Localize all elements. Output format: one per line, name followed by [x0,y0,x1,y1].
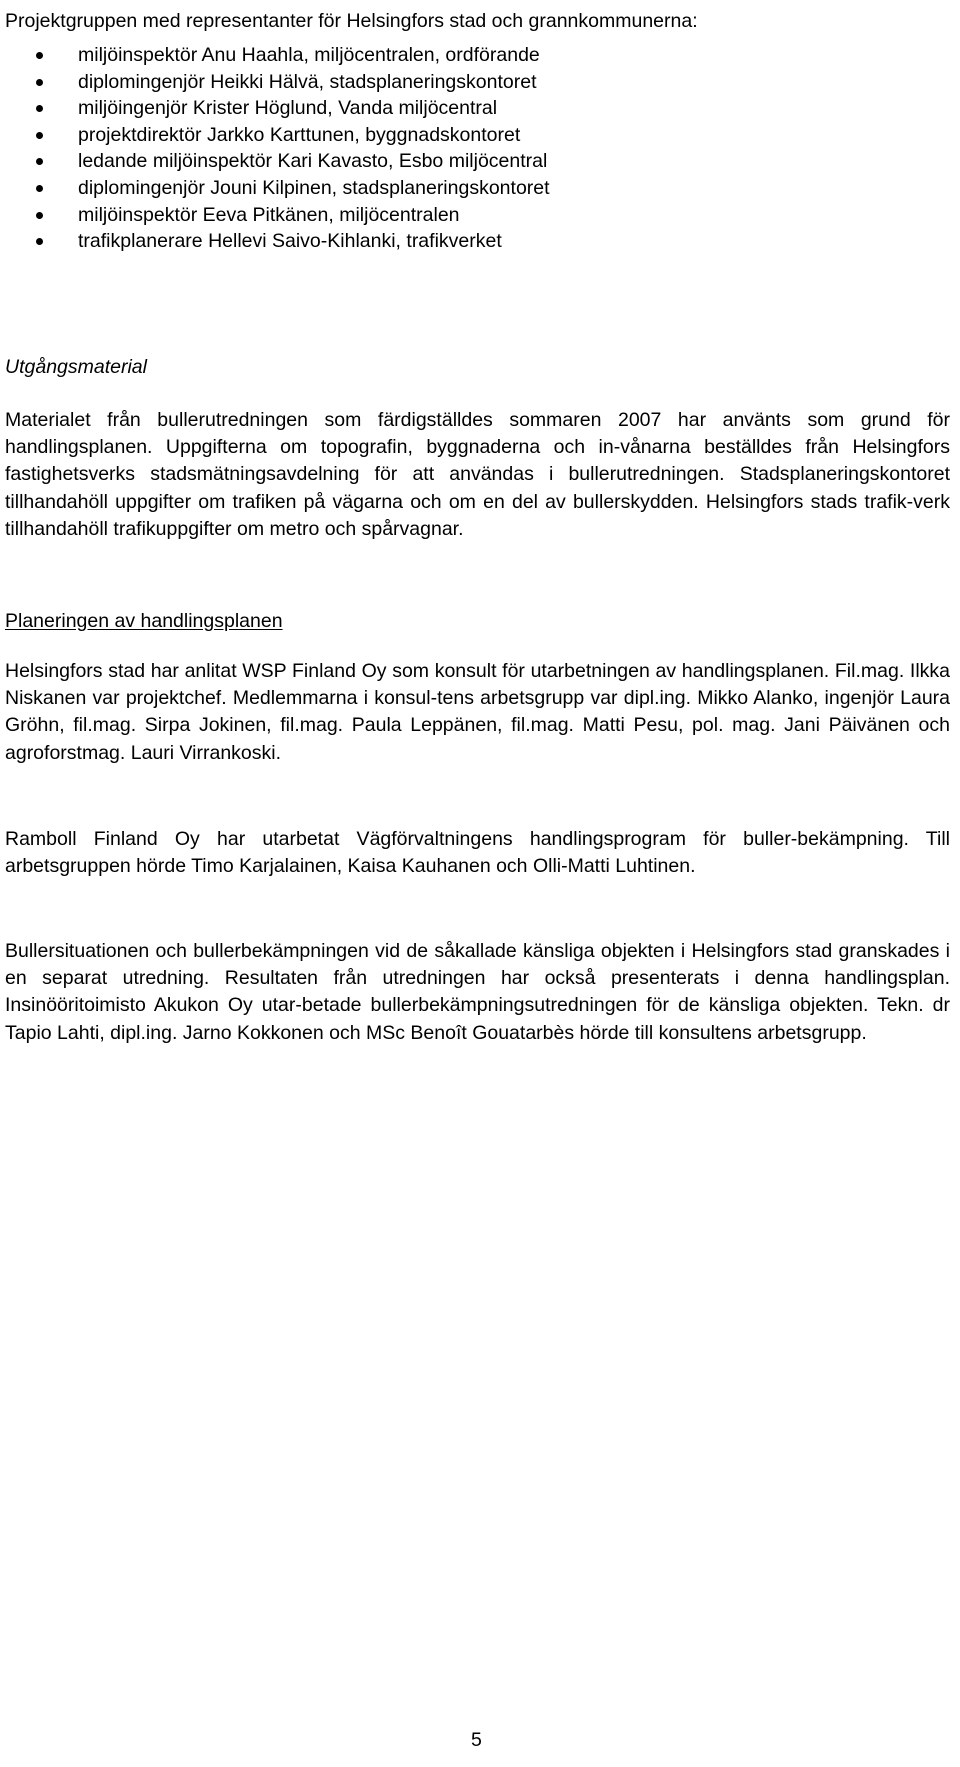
page-number: 5 [471,1729,482,1751]
bullet-icon [36,212,43,219]
bullet-icon [36,158,43,165]
list-item: ledande miljöinspektör Kari Kavasto, Esbo miljöcentral [5,148,550,175]
paragraph-source-material: Materialet från bullerutredningen som färdigställdes sommaren 2007 har använts som grund för handlingsplanen. Uppgifterna om topografin, byggnaderna och in-vånarna beställdes från Helsingfors fastighetsverks stadsmätningsavdelning för att användas i bullerutredningen. Stadsplaneringskontoret tillhandahöll uppgifter om trafiken på vägarna och om en del av bullerskydden. Helsingfors stads trafik-verk tillhandahöll trafikuppgifter om metro och spårvagnar. [5,409,950,540]
list-item: trafikplanerare Hellevi Saivo-Kihlanki, trafikverket [5,228,550,255]
list-item: miljöinspektör Eeva Pitkänen, miljöcentralen [5,202,550,229]
bullet-icon [36,79,43,86]
list-item: miljöinspektör Anu Haahla, miljöcentralen, ordförande [5,42,550,69]
paragraph-ramboll: Ramboll Finland Oy har utarbetat Vägförvaltningens handlingsprogram för buller-bekämpning. Till arbetsgruppen hörde Timo Karjalainen, Kaisa Kauhanen och Olli-Matti Luhtinen. [5,828,950,878]
section-heading-planning: Planeringen av handlingsplanen [5,610,283,632]
list-item: diplomingenjör Heikki Hälvä, stadsplaneringskontoret [5,69,550,96]
project-group-member-list [5,42,550,255]
list-item: miljöingenjör Krister Höglund, Vanda miljöcentral [5,95,550,122]
list-item: projektdirektör Jarkko Karttunen, byggnadskontoret [5,122,550,149]
bullet-icon [36,238,43,245]
bullet-icon [36,185,43,192]
list-item: diplomingenjör Jouni Kilpinen, stadsplaneringskontoret [5,175,550,202]
bullet-icon [36,105,43,112]
paragraph-sensitive-objects: Bullersituationen och bullerbekämpningen vid de såkallade känsliga objekten i Helsingfors stad granskades i en separat utredning. Resultaten från utredningen har också presenterats i denna handlingsplan. Insinööritoimisto Akukon Oy utar-betade bullerbekämpningsutredningen för de känsliga objekten. Tekn. dr Tapio Lahti, dipl.ing. Jarno Kokkonen och MSc Benoît Gouatarbès hörde till konsultens arbetsgrupp. [5,940,950,1044]
bullet-icon [36,52,43,59]
project-group-intro: Projektgruppen med representanter för Helsingfors stad och grannkommunerna: [5,10,698,32]
paragraph-consultant: Helsingfors stad har anlitat WSP Finland Oy som konsult för utarbetningen av handlingsplanen. Fil.mag. Ilkka Niskanen var projektchef. Medlemmarna i konsul-tens arbetsgrupp var dipl.ing. Mikko Alanko, ingenjör Laura Gröhn, fil.mag. Sirpa Jokinen, fil.mag. Paula Leppänen, fil.mag. Matti Pesu, pol. mag. Jani Päivänen och agroforstmag. Lauri Virrankoski. [5,660,950,764]
section-heading-source-material: Utgångsmaterial [5,356,147,378]
bullet-icon [36,132,43,139]
